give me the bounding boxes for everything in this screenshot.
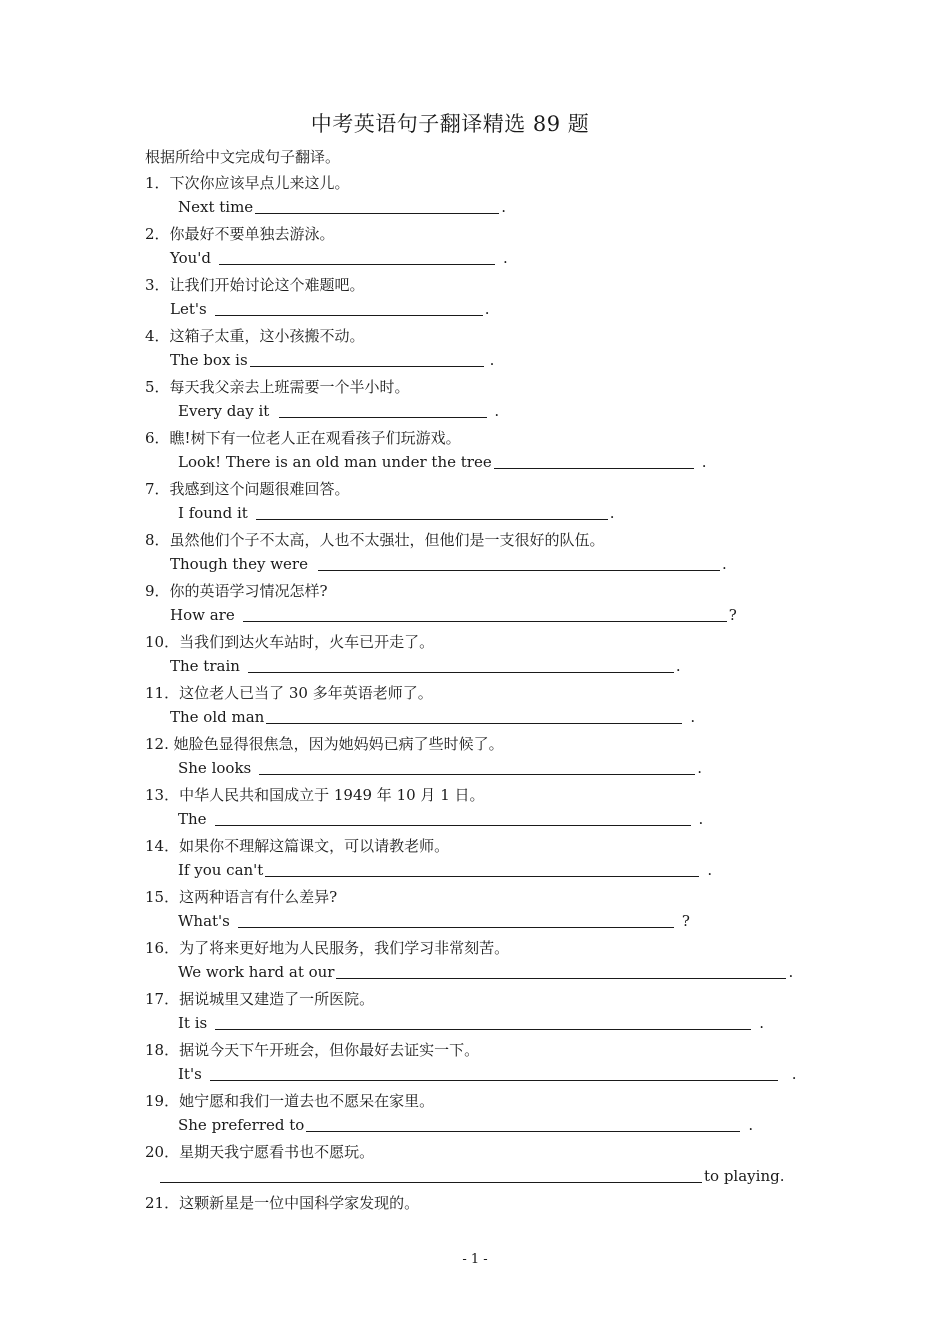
answer-line — [178, 1014, 764, 1032]
answer-prefix: The train — [170, 657, 240, 675]
answer-blank[interactable] — [265, 862, 699, 877]
question-cn: 4．这箱子太重，这小孩搬不动。 — [145, 327, 365, 345]
answer-suffix: . — [609, 504, 615, 522]
answer-line — [170, 606, 737, 624]
answer-line — [170, 708, 695, 726]
answer-line — [178, 402, 499, 420]
answer-prefix: The box is — [170, 351, 248, 369]
answer-line — [178, 1065, 797, 1083]
question-cn: 3．让我们开始讨论这个难题吧。 — [145, 276, 365, 294]
question-cn: 2．你最好不要单独去游泳。 — [145, 225, 335, 243]
answer-line — [178, 504, 615, 522]
answer-prefix: If you can't — [178, 861, 264, 879]
answer-blank[interactable] — [306, 1117, 740, 1132]
question-cn: 15．这两种语言有什么差异? — [145, 888, 338, 906]
answer-line — [170, 249, 508, 267]
question-cn: 8．虽然他们个子不太高，人也不太强壮，但他们是一支很好的队伍。 — [145, 531, 605, 549]
answer-blank[interactable] — [248, 658, 674, 673]
answer-prefix: It's — [178, 1065, 202, 1083]
answer-suffix: . — [748, 1116, 754, 1134]
answer-prefix: Look! There is an old man under the tree — [178, 453, 492, 471]
question-cn: 19．她宁愿和我们一道去也不愿呆在家里。 — [145, 1092, 435, 1110]
answer-line — [178, 198, 506, 216]
answer-suffix: . — [690, 708, 696, 726]
answer-line — [178, 759, 702, 777]
answer-blank[interactable] — [250, 352, 484, 367]
answer-line — [178, 861, 712, 879]
answer-blank[interactable] — [336, 964, 786, 979]
answer-blank[interactable] — [238, 913, 674, 928]
answer-prefix: Though they were — [170, 555, 308, 573]
answer-blank[interactable] — [215, 811, 691, 826]
answer-blank[interactable] — [279, 403, 487, 418]
answer-suffix: . — [484, 300, 490, 318]
question-cn: 17．据说城里又建造了一所医院。 — [145, 990, 375, 1008]
answer-suffix: . — [707, 861, 713, 879]
answer-line — [178, 912, 690, 930]
question-cn: 11．这位老人已当了 30 多年英语老师了。 — [145, 684, 433, 702]
answer-suffix: ? — [681, 912, 690, 930]
question-cn: 9．你的英语学习情况怎样? — [145, 582, 328, 600]
answer-prefix: How are — [170, 606, 235, 624]
answer-suffix: . — [698, 810, 704, 828]
answer-line — [170, 555, 727, 573]
answer-prefix: She looks — [178, 759, 252, 777]
answer-blank[interactable] — [318, 556, 720, 571]
answer-prefix: Every day it — [178, 402, 270, 420]
answer-suffix: . — [501, 198, 506, 216]
answer-prefix: I found it — [178, 504, 248, 522]
question-cn: 6．瞧!树下有一位老人正在观看孩子们玩游戏。 — [145, 429, 461, 447]
answer-blank[interactable] — [243, 607, 727, 622]
question-cn: 16．为了将来更好地为人民服务，我们学习非常刻苦。 — [145, 939, 510, 957]
answer-prefix: She preferred to — [178, 1116, 305, 1134]
answer-line — [170, 300, 489, 318]
answer-suffix: . — [759, 1014, 764, 1032]
answer-suffix: . — [721, 555, 727, 573]
answer-blank[interactable] — [266, 709, 682, 724]
answer-line — [170, 351, 494, 369]
answer-blank[interactable] — [215, 1015, 751, 1030]
page-title: 中考英语句子翻译精选 89 题 — [310, 112, 590, 136]
question-cn: 14．如果你不理解这篇课文，可以请教老师。 — [145, 837, 450, 855]
answer-suffix: . — [697, 759, 703, 777]
answer-prefix: What's — [178, 912, 230, 930]
question-cn: 7．我感到这个问题很难回答。 — [145, 480, 350, 498]
answer-line — [178, 1116, 753, 1134]
answer-prefix: Let's — [170, 300, 207, 318]
question-cn: 1．下次你应该早点儿来这儿。 — [145, 174, 350, 192]
answer-blank[interactable] — [160, 1168, 702, 1183]
answer-blank[interactable] — [494, 454, 694, 469]
answer-line — [178, 453, 707, 471]
answer-suffix: . — [791, 1065, 797, 1083]
answer-blank[interactable] — [219, 250, 495, 265]
answer-blank[interactable] — [255, 199, 499, 214]
question-cn: 12. 她脸色显得很焦急，因为她妈妈已病了些时候了。 — [145, 735, 504, 753]
answer-suffix: . — [701, 453, 707, 471]
answer-line — [178, 963, 793, 981]
answer-suffix: . — [489, 351, 495, 369]
answer-blank[interactable] — [256, 505, 608, 520]
instruction: 根据所给中文完成句子翻译。 — [145, 148, 341, 166]
answer-prefix: You'd — [170, 249, 212, 267]
answer-suffix: . — [675, 657, 681, 675]
answer-line — [160, 1167, 784, 1185]
answer-suffix: ? — [728, 606, 737, 624]
question-cn: 21．这颗新星是一位中国科学家发现的。 — [145, 1194, 420, 1212]
question-cn: 20．星期天我宁愿看书也不愿玩。 — [145, 1143, 375, 1161]
question-cn: 13．中华人民共和国成立于 1949 年 10 月 1 日。 — [145, 786, 485, 804]
answer-blank[interactable] — [259, 760, 695, 775]
answer-suffix: . — [788, 963, 794, 981]
answer-suffix: to playing. — [704, 1167, 785, 1185]
answer-prefix: The old man — [170, 708, 265, 726]
question-cn: 10．当我们到达火车站时，火车已开走了。 — [145, 633, 435, 651]
question-cn: 5．每天我父亲去上班需要一个半小时。 — [145, 378, 410, 396]
question-cn: 18．据说今天下午开班会，但你最好去证实一下。 — [145, 1041, 480, 1059]
answer-line — [170, 657, 681, 675]
answer-prefix: We work hard at our — [178, 963, 335, 981]
answer-blank[interactable] — [215, 301, 483, 316]
page-number: - 1 - — [462, 1252, 488, 1267]
answer-line — [178, 810, 703, 828]
answer-blank[interactable] — [210, 1066, 778, 1081]
answer-prefix: It is — [178, 1014, 208, 1032]
answer-suffix: . — [494, 402, 500, 420]
answer-prefix: The — [178, 810, 207, 828]
answer-suffix: . — [503, 249, 508, 267]
answer-prefix: Next time — [178, 198, 254, 216]
